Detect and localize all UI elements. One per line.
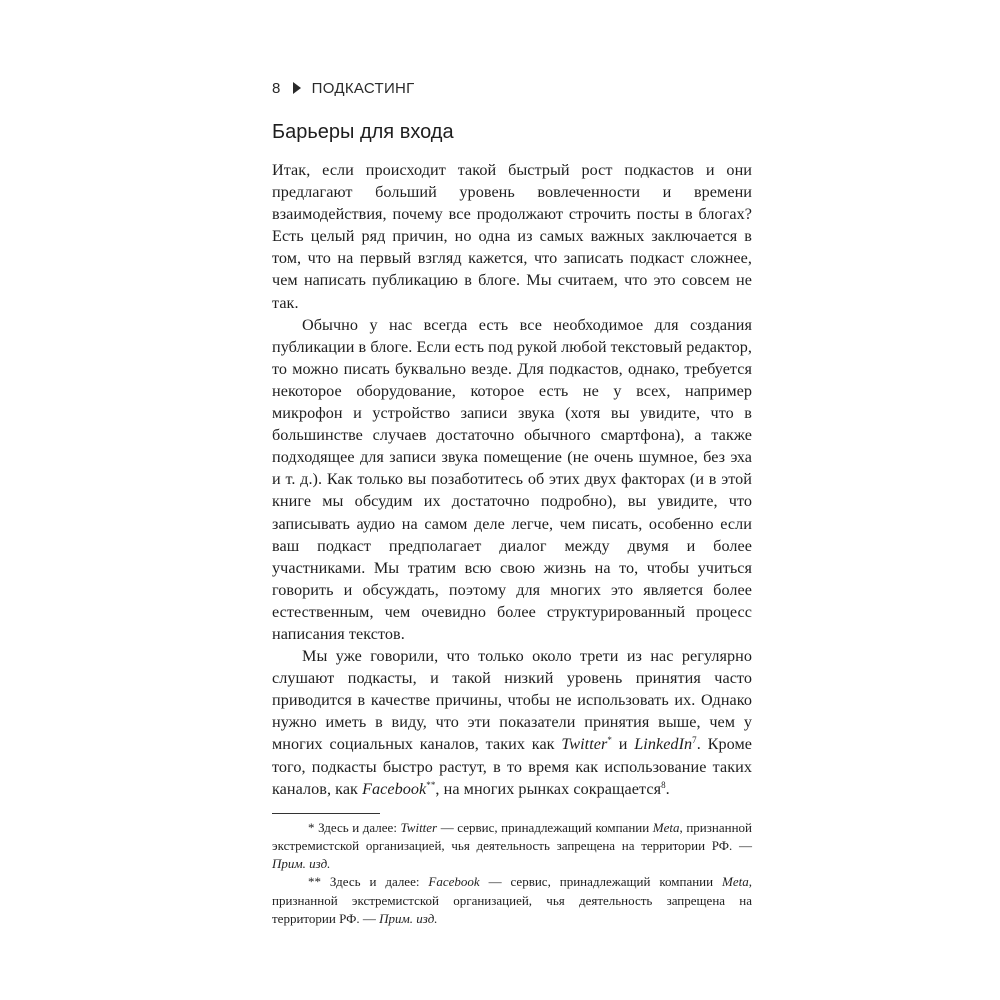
page-number: 8: [272, 79, 281, 97]
footnote-ref-star: *: [607, 735, 612, 746]
paragraph-2: Обычно у нас всегда есть все необходимое для создания публикации в блоге. Если есть под рукой любой текстовый редактор, то можно писать буквально везде. Для подкастов, однако, требуется некоторое оборудование, которое есть не у всех, например микрофон и устройство записи звука (хотя вы увидите, что в большинстве случаев достаточно обычного смартфона), а также подходящее для записи звука помещение (не очень шумное, без эха и т. д.). Как только вы позаботитесь об этих двух факторах (и в этой книге мы обсудим их достаточно подробно), вы увидите, что записывать аудио на самом деле легче, чем писать, особенно если ваш подкаст предполагает диалог между двумя и более участниками. Мы тратим всю свою жизнь на то, чтобы учиться говорить и обсуждать, поэтому для многих это является более естественным, чем очевидно более структурированный процесс написания текстов.: [272, 315, 752, 643]
paragraph-3: [272, 645, 752, 800]
footnote-text: , признанной экстремистской организацией, чья деятельность запрещена на территории РФ. —: [272, 819, 752, 853]
footnote-text: — сервис, принадлежащий компании: [479, 874, 723, 890]
footnote-1: [272, 819, 752, 874]
endnote-ref-8: 8: [661, 779, 666, 790]
footnote-divider: [272, 813, 380, 814]
footnote-2: [272, 873, 752, 928]
paragraph-1: Итак, если происходит такой быстрый рост подкастов и они предлагают больший уровень вовлеченности и времени взаимодействия, почему все продолжают строчить посты в блогах? Есть целый ряд причин, но одна из самых важных заключается в том, что на первый взгляд кажется, что записать подкаст сложнее, чем написать публикацию в блоге. Мы считаем, что это совсем не так.: [272, 161, 752, 312]
section-title: ПОДКАСТИНГ: [311, 79, 415, 97]
linkedin-mention: LinkedIn: [634, 735, 693, 754]
paragraph-3-text: , на многих рынках сокращается: [435, 779, 662, 798]
footnote-service: Twitter: [400, 819, 438, 835]
footnote-text: * Здесь и далее:: [308, 819, 401, 835]
footnote-publisher-note: Прим. изд.: [272, 856, 331, 872]
footnote-company: Meta: [652, 819, 680, 835]
footnote-service: Facebook: [428, 874, 480, 890]
endnote-ref-7: 7: [692, 735, 697, 746]
footnote-ref-double-star: **: [426, 779, 436, 790]
book-page: [272, 78, 752, 928]
facebook-mention: Facebook: [362, 779, 427, 798]
body-text: [272, 159, 752, 800]
paragraph-3-text: и: [611, 735, 635, 754]
paragraph-3-text: . Кроме того, подкасты быстро растут, в то время как использование таких каналов, как: [272, 735, 752, 798]
running-header: [272, 78, 752, 98]
footnote-text: , признанной экстремистской организацией, чья деятельность запрещена на территории РФ. —: [272, 874, 752, 926]
footnote-publisher-note: Прим. изд.: [379, 910, 438, 926]
triangle-right-icon: [293, 82, 301, 94]
paragraph-3-text: Мы уже говорили, что только около трети из нас регулярно слушают подкасты, и такой низкий уровень принятия часто приводится в качестве причины, чтобы не использовать их. Однако нужно иметь в виду, что эти показатели принятия выше, чем у многих социальных каналов, таких как: [272, 647, 752, 754]
footnote-text: ** Здесь и далее:: [308, 874, 429, 890]
footnotes: [272, 819, 752, 928]
twitter-mention: Twitter: [561, 735, 608, 754]
footnote-text: — сервис, принадлежащий компании: [437, 819, 653, 835]
paragraph-3-text: .: [665, 779, 670, 798]
footnote-company: Meta: [722, 874, 749, 890]
section-heading: Барьеры для входа: [272, 121, 454, 143]
